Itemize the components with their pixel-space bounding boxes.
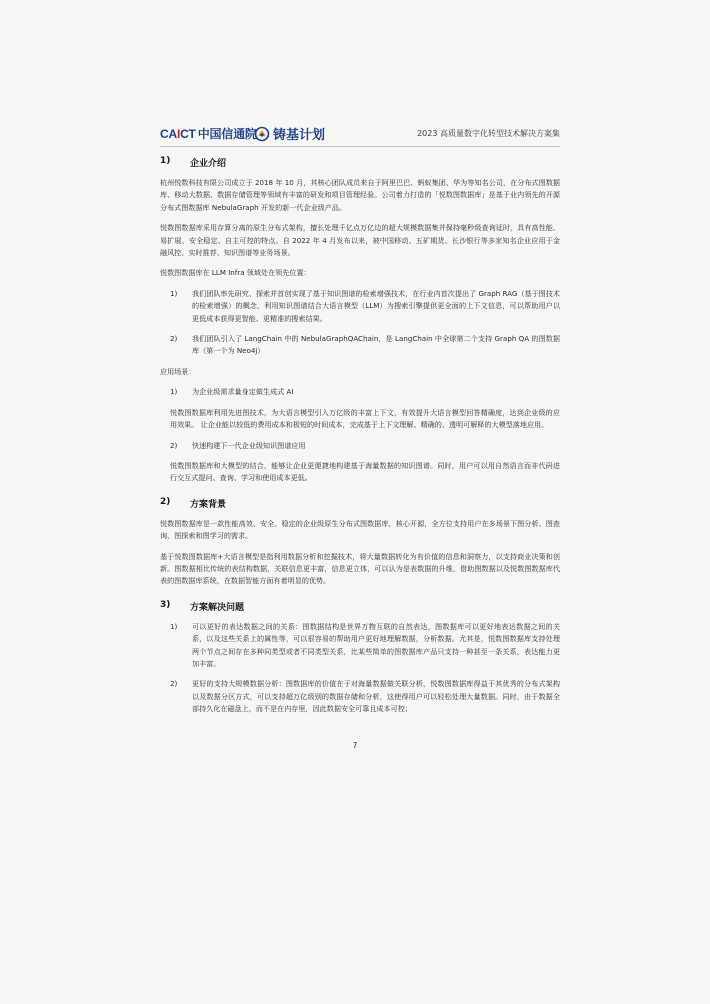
- list-number: 1): [170, 288, 178, 298]
- list-text: 为企业级需求量身定做生成式 AI: [192, 387, 294, 397]
- section-title: 方案背景: [190, 499, 227, 510]
- list-item: [160, 621, 560, 671]
- section-number: 1): [160, 156, 171, 166]
- zhuji-emblem-icon: [254, 126, 270, 142]
- page-content: [160, 156, 560, 724]
- list-number: 2): [170, 440, 178, 450]
- list-item: [160, 333, 560, 358]
- zhuji-logo: [254, 123, 325, 143]
- logo-text-cn: 中国信通院: [197, 127, 257, 141]
- paragraph: 悦数图数据库在 LLM Infra 领域处在领先位置：: [160, 268, 311, 278]
- section-heading-1: [160, 156, 560, 169]
- paragraph: 基于悦数图数据库+大语言模型是指利用数据分析和挖掘技术，将大量数据转化为有价值的信息和洞察力，以支持商业决策和创新。图数据相比传统的表结构数据，关联信息更丰富，信息更立体，可以认为是表数据的升维，借助图数据以及悦数图数据库代表的图数据库系统，在数据智能方面有着明显的优势。: [160, 551, 560, 586]
- page-header: [160, 122, 560, 144]
- logo-text-i: I: [176, 127, 181, 141]
- paragraph: 杭州悦数科技有限公司成立于 2018 年 10 月，其核心团队成员来自于阿里巴巴、蚂蚁集团、华为等知名公司，在分布式图数据库、移动大数据、数据存储管理等领域有丰富的研发和项目管理经验。公司着力打造的「悦数图数据库」是基于业内领先的开源分布式图数据库 NebulaGraph 开发的新一代企业级产品。: [160, 178, 560, 212]
- caict-logo: [160, 125, 257, 142]
- list-number: 2): [170, 679, 178, 689]
- section-heading-2: [160, 497, 560, 510]
- scene-label: 应用场景：: [160, 366, 196, 376]
- logo-text-ca: CA: [160, 127, 177, 141]
- list-item: [160, 678, 560, 715]
- paragraph: 悦数图数据库利用先进图技术，为大语言模型引入万亿级的丰富上下文，有效提升大语言模型回答精确度，达到企业级的应用效果。 让企业能以较低的费用成本和极短的时间成本，完成基于上下文理解、精确的、透明可解释的大模型落地应用。: [170, 407, 560, 430]
- list-item: [160, 386, 560, 398]
- list-item: [160, 288, 560, 325]
- list-text: 我们团队引入了 LangChain 中的 NebulaGraphQAChain，是 LangChain 中全球第二个支持 Graph QA 的图数据库（第一个为 Neo4j）: [192, 334, 560, 356]
- list-number: 1): [170, 621, 178, 631]
- list-text: 快速构建下一代企业级知识图谱应用: [192, 440, 306, 450]
- document-title: 2023 高质量数字化转型技术解决方案集: [417, 129, 560, 138]
- list-item: [160, 440, 560, 452]
- logo-text-ct: CT: [180, 127, 196, 141]
- list-text: 我们团队率先研究、探索并首创实现了基于知识图谱的检索增强技术，在行业内首次提出了 Graph RAG（基于图技术的检索增强）的概念，利用知识图谱结合大语言模型（LLM）为搜索引擎提供更全面的上下文信息，可以帮助用户以更低成本获得更智能、更精准的搜索结果。: [192, 288, 560, 323]
- page-number: 7: [352, 741, 358, 750]
- section-number: 3): [160, 599, 171, 610]
- zhuji-logo-text: 铸基计划: [273, 128, 326, 143]
- section-title: 企业介绍: [190, 159, 227, 169]
- paragraph: 悦数图数据库是一款性能高效、安全、稳定的企业级原生分布式图数据库，核心开源，全方位支持用户在多场景下图分析、图查询、图探索和图学习的需求。: [160, 518, 560, 541]
- paragraph: 悦数图数据库和大模型的结合，能够让企业更便捷地构建基于海量数据的知识图谱。同时，用户可以用自然语言而非代码进行交互式提问、查询、学习和使用成本更低。: [170, 460, 560, 483]
- section-title: 方案解决问题: [190, 602, 245, 613]
- list-number: 2): [170, 334, 178, 344]
- list-text: 更好的支持大规模数据分析：图数据库的价值在于对海量数据做关联分析，悦数图数据库得益于其优秀的分布式架构以及数据分区方式，可以支持超万亿级别的数据存储和分析，这使得用户可以轻松处理大量数据。同时，由于数据全部持久化在磁盘上，而不是在内存里，因此数据安全可靠且成本可控；: [192, 679, 560, 714]
- section-heading-3: [160, 600, 560, 613]
- list-text: 可以更好的表达数据之间的关系：图数据结构是世界万物互联的自然表达，图数据库可以更好地表达数据之间的关系，以及这些关系上的属性等，可以很容易的帮助用户更好地理解数据，分析数据。尤其是，悦数图数据库支持处理两个节点之间存在多种同类型或者不同类型关系，比某些简单的图数据库产品只支持一种甚至一条关系，表达能力更加丰富。: [192, 621, 560, 668]
- header-divider: [160, 146, 560, 147]
- paragraph: 悦数图数据库采用存算分离的原生分布式架构，擅长处理千亿点万亿边的超大规模数据集并保持毫秒级查询延时，具有高性能、易扩展、安全稳定、自主可控的特点。自 2022 年 4 月发布以来，被中国移动、五矿期货、长沙银行等多家知名企业应用于金融风控、实时推荐、知识图谱等业务场景。: [160, 223, 560, 258]
- section-number: 2): [160, 496, 171, 507]
- list-number: 1): [170, 387, 178, 397]
